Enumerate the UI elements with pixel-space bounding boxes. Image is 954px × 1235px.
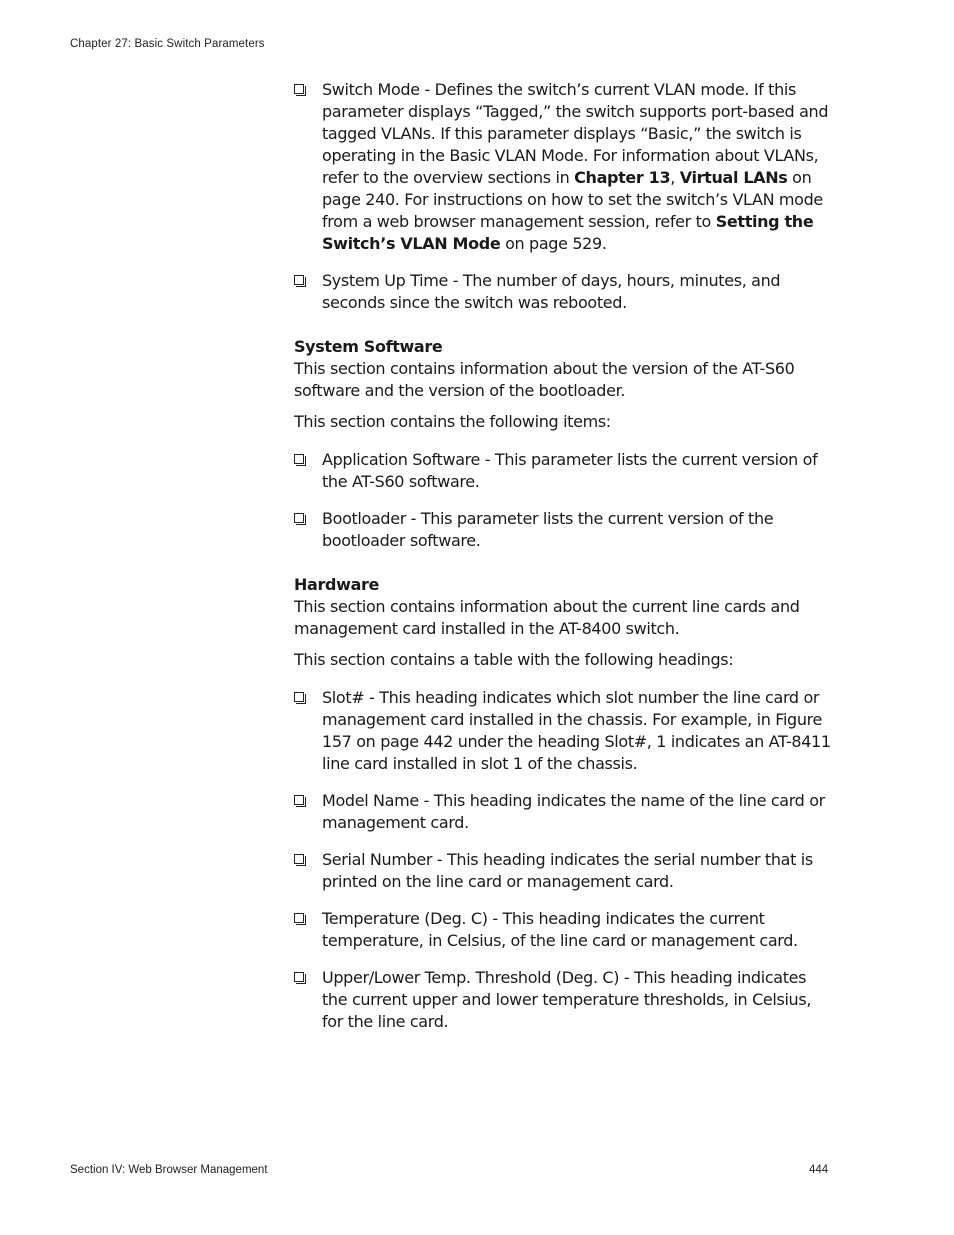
checkbox-bullet-icon [294,795,304,805]
checkbox-bullet-icon [294,972,304,982]
xref-virtual-lans: Virtual LANs [679,168,788,187]
list-item: Slot# - This heading indicates which slot number the line card or management card installed in the chassis. For example, in Figure 157 on page 442 under the heading Slot#, 1 indicates an AT-8411 line card installed in slot 1 of the chassis. [294,687,834,775]
section-intro: This section contains information about the version of the AT-S60 software and the version of the bootloader. [294,359,795,400]
page-number: 444 [809,1164,829,1176]
list-item: Serial Number - This heading indicates the serial number that is printed on the line card or management card. [294,849,834,893]
section-heading-system-software: System Software [294,337,443,356]
list-item: Upper/Lower Temp. Threshold (Deg. C) - This heading indicates the current upper and lower temperature thresholds, in Celsius, for the line card. [294,967,834,1033]
section-heading-hardware: Hardware [294,575,380,594]
checkbox-bullet-icon [294,692,304,702]
checkbox-bullet-icon [294,454,304,464]
list-item: Temperature (Deg. C) - This heading indicates the current temperature, in Celsius, of the line card or management card. [294,908,834,952]
list-item: Bootloader - This parameter lists the current version of the bootloader software. [294,508,834,552]
checkbox-bullet-icon [294,84,304,94]
section-intro: This section contains information about the current line cards and management card installed in the AT-8400 switch. [294,597,800,638]
main-content [294,79,834,1048]
checkbox-bullet-icon [294,913,304,923]
section-lead: This section contains a table with the following headings: [294,650,734,669]
list-item-switch-mode: Switch Mode - Defines the switch’s current VLAN mode. If this parameter displays “Tagged,” the switch supports port-based and tagged VLANs. If this parameter displays “Basic,” the switch is operating in the Basic VLAN Mode. For information about VLANs, refer to the overview sections in Chapter 13, Virtual LANs on page 240. For instructions on how to set the switch’s VLAN mode from a web browser management session, refer to Setting the Switch’s VLAN Mode on page 529. [294,79,834,255]
checkbox-bullet-icon [294,513,304,523]
list-item-system-up-time: System Up Time - The number of days, hours, minutes, and seconds since the switch was rebooted. [294,270,834,314]
checkbox-bullet-icon [294,854,304,864]
list-item: Application Software - This parameter lists the current version of the AT-S60 software. [294,449,834,493]
footer-section-title: Section IV: Web Browser Management [70,1164,268,1176]
list-item: Model Name - This heading indicates the name of the line card or management card. [294,790,834,834]
checkbox-bullet-icon [294,275,304,285]
section-lead: This section contains the following items: [294,412,611,431]
xref-chapter: Chapter 13 [574,168,671,187]
running-header: Chapter 27: Basic Switch Parameters [70,38,265,50]
xref-setting-vlan-mode: Setting the Switch’s VLAN Mode [322,212,814,253]
